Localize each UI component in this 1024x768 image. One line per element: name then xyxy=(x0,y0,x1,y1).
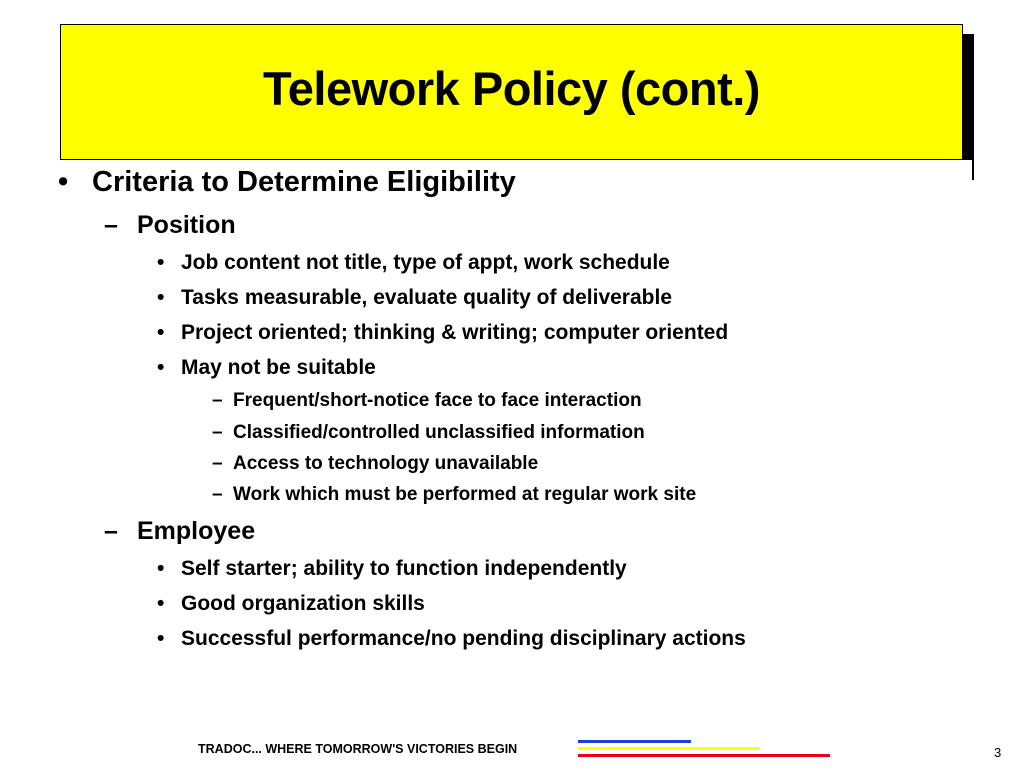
bullet-text: Criteria to Determine Eligibility xyxy=(92,166,516,198)
bullet-text: Tasks measurable, evaluate quality of deliverable xyxy=(181,286,672,309)
title-box xyxy=(60,24,963,160)
bullet-dot-icon: • xyxy=(58,166,69,198)
footer-stripe-yellow xyxy=(578,747,760,750)
bullet-text: Good organization skills xyxy=(181,592,425,615)
bullet-text: Employee xyxy=(137,517,256,545)
bullet-dot-icon: • xyxy=(157,557,165,580)
bullet-text: May not be suitable xyxy=(181,356,376,379)
dash-icon: – xyxy=(212,453,223,474)
bullet-dot-icon: • xyxy=(157,627,165,650)
bullet-text: Job content not title, type of appt, work schedule xyxy=(181,251,670,274)
bullet-dot-icon: • xyxy=(157,251,165,274)
bullet-dot-icon: • xyxy=(157,321,165,344)
bullet-dot-icon: • xyxy=(157,286,165,309)
dash-icon: – xyxy=(212,390,223,411)
bullet-text: Project oriented; thinking & writing; computer oriented xyxy=(181,321,729,344)
shadow-edge xyxy=(972,160,974,180)
bullet-text: Classified/controlled unclassified information xyxy=(233,422,645,443)
bullet-dot-icon: • xyxy=(157,356,165,379)
slide-title: Telework Policy (cont.) xyxy=(263,61,760,115)
footer-slogan: TRADOC... WHERE TOMORROW'S VICTORIES BEGIN xyxy=(198,742,518,756)
bullet-dot-icon: • xyxy=(157,592,165,615)
bullet-text: Access to technology unavailable xyxy=(233,453,539,474)
footer-stripe-red xyxy=(578,754,830,757)
bullet-text: Successful performance/no pending disciplinary actions xyxy=(181,627,746,650)
dash-icon: – xyxy=(212,484,223,505)
footer-stripe-blue xyxy=(578,740,691,743)
bullet-text: Frequent/short-notice face to face interaction xyxy=(233,390,642,411)
dash-icon: – xyxy=(212,422,223,443)
page-number: 3 xyxy=(994,745,1002,760)
bullet-text: Position xyxy=(137,211,236,239)
bullet-text: Self starter; ability to function independently xyxy=(181,557,627,580)
bullet-text: Work which must be performed at regular work site xyxy=(233,484,697,505)
dash-icon: – xyxy=(104,517,118,545)
dash-icon: – xyxy=(104,211,118,239)
